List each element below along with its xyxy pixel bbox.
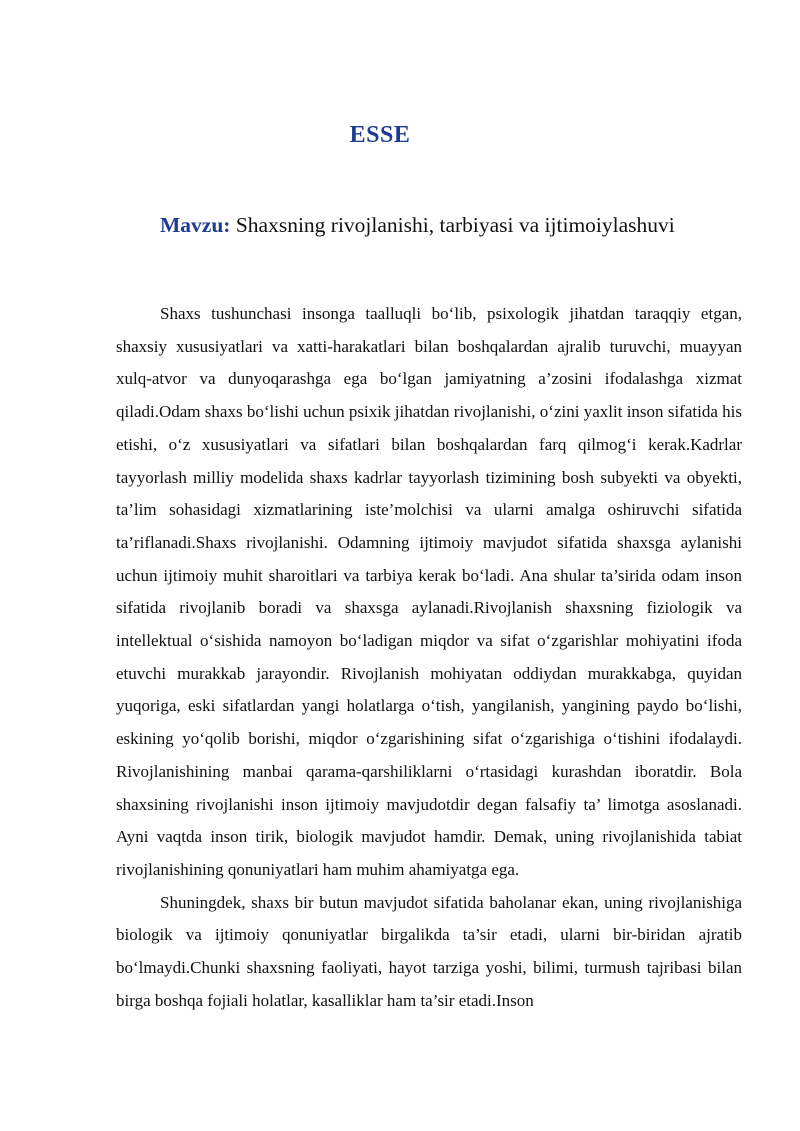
essay-body [116,298,742,1017]
topic-label: Mavzu: [160,213,231,237]
essay-title: ESSE [349,122,411,148]
topic-text: Shaxsning rivojlanishi, tarbiyasi va ijtimoiylashuvi [235,213,675,237]
paragraph-2: Shuningdek, shaxs bir butun mavjudot sifatida baholanar ekan, uning rivojlanishiga biologik va ijtimoiy qonuniyatlar birgalikda ta’sir etadi, ularni bir-biridan ajratib bo‘lmaydi.Chunki shaxsning faoliyati, hayot tarziga yoshi, bilimi, turmush tajribasi bilan birga boshqa fojiali holatlar, kasalliklar ham ta’sir etadi.Inson [116,892,742,1010]
paragraph-1: Shaxs tushunchasi insonga taalluqli bo‘lib, psixologik jihatdan taraqqiy etgan, shaxsiy xususiyatlari va xatti-harakatlari bilan boshqalardan ajralib turuvchi, muayyan xulq-atvor va dunyoqarashga ega bo‘lgan jamiyatning a’zosini ifodalashga xizmat qiladi.Odam shaxs bo‘lishi uchun psixik jihatdan rivojlanishi, o‘zini yaxlit inson sifatida his etishi, o‘z xususiyatlari va sifatlari bilan boshqalardan farq qilmog‘i kerak.Kadrlar tayyorlash milliy modelida shaxs kadrlar tayyorlash tizimining bosh subyekti va obyekti, ta’lim sohasidagi xizmatlarining iste’molchisi va ularni amalga oshiruvchi sifatida ta’riflanadi.Shaxs rivojlanishi. Odamning ijtimoiy mavjudot sifatida shaxsga aylanishi uchun ijtimoiy muhit sharoitlari va tarbiya kerak bo‘ladi. Ana shular ta’sirida odam inson sifatida rivojlanib boradi va shaxsga aylanadi.Rivojlanish shaxsning fiziologik va intellektual o‘sishida namoyon bo‘ladigan miqdor va sifat o‘zgarishlar mohiyatini ifoda etuvchi murakkab jarayondir. Rivojlanish mohiyatan oddiydan murakkabga, quyidan yuqoriga, eski sifatlardan yangi holatlarga o‘tish, yangilanish, yangining paydo bo‘lishi, eskining yo‘qolib borishi, miqdor o‘zgarishining sifat o‘zgarishiga o‘tishini ifodalaydi. Rivojlanishining manbai qarama-qarshiliklarni o‘rtasidagi kurashdan iboratdir. Bola shaxsining rivojlanishi inson ijtimoiy mavjudotdir degan falsafiy ta’ limotga asoslanadi. Ayni vaqtda inson tirik, biologik mavjudot hamdir. Demak, uning rivojlanishida tabiat rivojlanishining qonuniyatlari ham muhim ahamiyatga ega. [116,304,742,879]
topic-line [160,213,675,238]
